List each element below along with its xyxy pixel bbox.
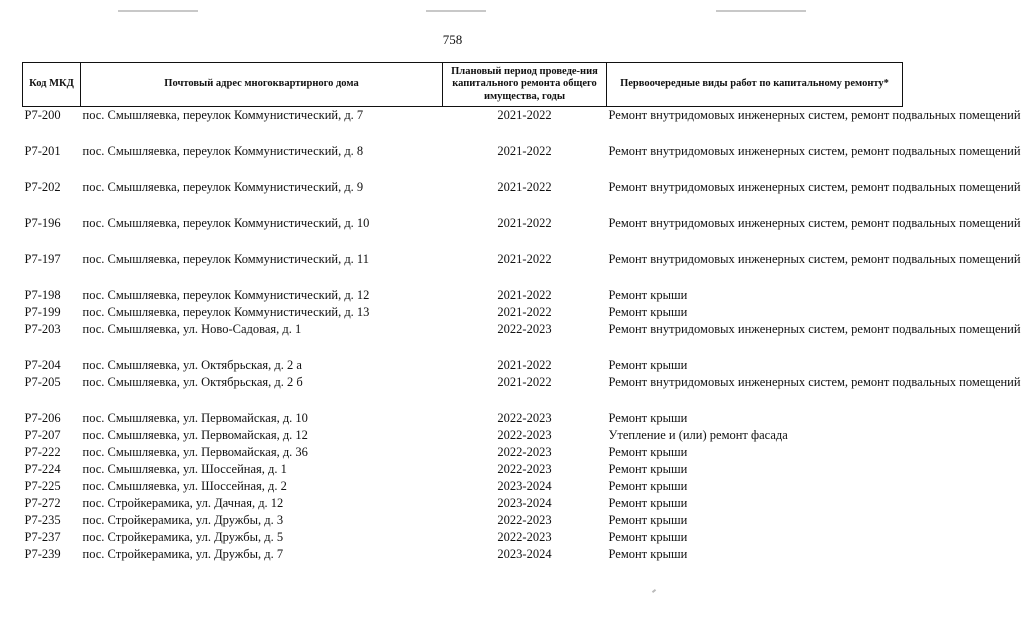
cell-code: Р7-202	[24, 180, 61, 194]
cell-works: Ремонт крыши	[608, 411, 688, 425]
cell-address: пос. Смышляевка, ул. Ново-Садовая, д. 1	[82, 322, 302, 336]
cell-code: Р7-198	[24, 288, 61, 302]
cell-address: пос. Смышляевка, ул. Первомайская, д. 36	[82, 445, 308, 459]
cell-works: Ремонт крыши	[608, 496, 688, 510]
cell-address: пос. Смышляевка, переулок Коммунистический, д. 7	[82, 108, 364, 122]
scan-mark	[426, 10, 486, 12]
table-row	[23, 304, 903, 321]
cell-works: Ремонт крыши	[608, 445, 688, 459]
scan-artifact-mark	[652, 589, 656, 593]
cell-works: Ремонт внутридомовых инженерных систем, ремонт подвальных помещений	[608, 144, 1021, 158]
header-works: Первоочередные виды работ по капитальному ремонту*	[607, 63, 903, 107]
table-row	[23, 251, 903, 287]
cell-period: 2023-2024	[497, 547, 552, 561]
table-row	[23, 495, 903, 512]
cell-works: Утепление и (или) ремонт фасада	[608, 428, 788, 442]
cell-code: Р7-224	[24, 462, 61, 476]
cell-works: Ремонт крыши	[608, 547, 688, 561]
header-address: Почтовый адрес многоквартирного дома	[81, 63, 443, 107]
cell-period: 2022-2023	[497, 411, 552, 425]
cell-address: пос. Стройкерамика, ул. Дружбы, д. 3	[82, 513, 284, 527]
cell-works: Ремонт внутридомовых инженерных систем, ремонт подвальных помещений	[608, 180, 1021, 194]
table-row	[23, 444, 903, 461]
cell-address: пос. Смышляевка, ул. Октябрьская, д. 2 а	[82, 358, 302, 372]
cell-address: пос. Смышляевка, ул. Шоссейная, д. 2	[82, 479, 287, 493]
page-number: 758	[442, 32, 463, 47]
cell-works: Ремонт крыши	[608, 530, 688, 544]
table-row	[23, 461, 903, 478]
table-row	[23, 512, 903, 529]
cell-works: Ремонт внутридомовых инженерных систем, ремонт подвальных помещений	[608, 216, 1021, 230]
table-row	[23, 143, 903, 179]
cell-period: 2022-2023	[497, 513, 552, 527]
cell-code: Р7-235	[24, 513, 61, 527]
cell-period: 2022-2023	[497, 322, 552, 336]
cell-code: Р7-205	[24, 375, 61, 389]
cell-code: Р7-207	[24, 428, 61, 442]
table-row	[23, 287, 903, 304]
table-header-row	[23, 63, 903, 107]
table-row	[23, 357, 903, 374]
cell-code: Р7-199	[24, 305, 61, 319]
repair-schedule-table	[22, 62, 1021, 563]
scan-artifacts	[0, 10, 905, 18]
cell-address: пос. Смышляевка, ул. Первомайская, д. 12	[82, 428, 308, 442]
cell-address: пос. Стройкерамика, ул. Дружбы, д. 5	[82, 530, 284, 544]
table-row	[23, 410, 903, 427]
table-row	[23, 179, 903, 215]
cell-period: 2022-2023	[497, 462, 552, 476]
table-row	[23, 427, 903, 444]
cell-address: пос. Стройкерамика, ул. Дачная, д. 12	[82, 496, 284, 510]
cell-works: Ремонт внутридомовых инженерных систем, ремонт подвальных помещений	[608, 108, 1021, 122]
cell-code: Р7-239	[24, 547, 61, 561]
table-row	[23, 321, 903, 357]
table-row	[23, 107, 903, 144]
cell-code: Р7-206	[24, 411, 61, 425]
scan-mark	[716, 10, 806, 12]
cell-period: 2022-2023	[497, 428, 552, 442]
cell-address: пос. Стройкерамика, ул. Дружбы, д. 7	[82, 547, 284, 561]
cell-period: 2021-2022	[497, 358, 552, 372]
cell-period: 2021-2022	[497, 252, 552, 266]
cell-works: Ремонт крыши	[608, 358, 688, 372]
cell-address: пос. Смышляевка, переулок Коммунистический, д. 9	[82, 180, 364, 194]
cell-code: Р7-200	[24, 108, 61, 122]
table-body	[23, 107, 1021, 564]
cell-address: пос. Смышляевка, переулок Коммунистический, д. 12	[82, 288, 370, 302]
cell-code: Р7-196	[24, 216, 61, 230]
cell-address: пос. Смышляевка, ул. Первомайская, д. 10	[82, 411, 308, 425]
cell-works: Ремонт внутридомовых инженерных систем, ремонт подвальных помещений	[608, 375, 1021, 389]
cell-period: 2023-2024	[497, 496, 552, 510]
table-row	[23, 546, 903, 563]
cell-period: 2023-2024	[497, 479, 552, 493]
cell-code: Р7-201	[24, 144, 61, 158]
cell-works: Ремонт крыши	[608, 462, 688, 476]
cell-period: 2021-2022	[497, 108, 552, 122]
cell-period: 2021-2022	[497, 180, 552, 194]
cell-works: Ремонт внутридомовых инженерных систем, ремонт подвальных помещений	[608, 322, 1021, 336]
cell-works: Ремонт крыши	[608, 288, 688, 302]
cell-period: 2022-2023	[497, 530, 552, 544]
cell-address: пос. Смышляевка, переулок Коммунистический, д. 8	[82, 144, 364, 158]
cell-period: 2021-2022	[497, 288, 552, 302]
cell-code: Р7-225	[24, 479, 61, 493]
cell-code: Р7-197	[24, 252, 61, 266]
cell-period: 2021-2022	[497, 375, 552, 389]
header-period: Плановый период проведе-ния капитального ремонта общего имущества, годы	[443, 63, 607, 107]
cell-works: Ремонт крыши	[608, 479, 688, 493]
header-code: Код МКД	[23, 63, 81, 107]
cell-code: Р7-203	[24, 322, 61, 336]
cell-address: пос. Смышляевка, переулок Коммунистический, д. 13	[82, 305, 370, 319]
scan-mark	[118, 10, 198, 12]
cell-address: пос. Смышляевка, переулок Коммунистический, д. 11	[82, 252, 369, 266]
cell-address: пос. Смышляевка, ул. Октябрьская, д. 2 б	[82, 375, 303, 389]
table-row	[23, 478, 903, 495]
cell-period: 2022-2023	[497, 445, 552, 459]
cell-address: пос. Смышляевка, переулок Коммунистический, д. 10	[82, 216, 370, 230]
table-row	[23, 529, 903, 546]
cell-works: Ремонт крыши	[608, 513, 688, 527]
table-row	[23, 215, 903, 251]
cell-works: Ремонт внутридомовых инженерных систем, ремонт подвальных помещений	[608, 252, 1021, 266]
cell-code: Р7-222	[24, 445, 61, 459]
cell-address: пос. Смышляевка, ул. Шоссейная, д. 1	[82, 462, 287, 476]
cell-code: Р7-204	[24, 358, 61, 372]
cell-works: Ремонт крыши	[608, 305, 688, 319]
cell-code: Р7-237	[24, 530, 61, 544]
cell-period: 2021-2022	[497, 216, 552, 230]
cell-code: Р7-272	[24, 496, 61, 510]
cell-period: 2021-2022	[497, 305, 552, 319]
table-row	[23, 374, 903, 410]
cell-period: 2021-2022	[497, 144, 552, 158]
